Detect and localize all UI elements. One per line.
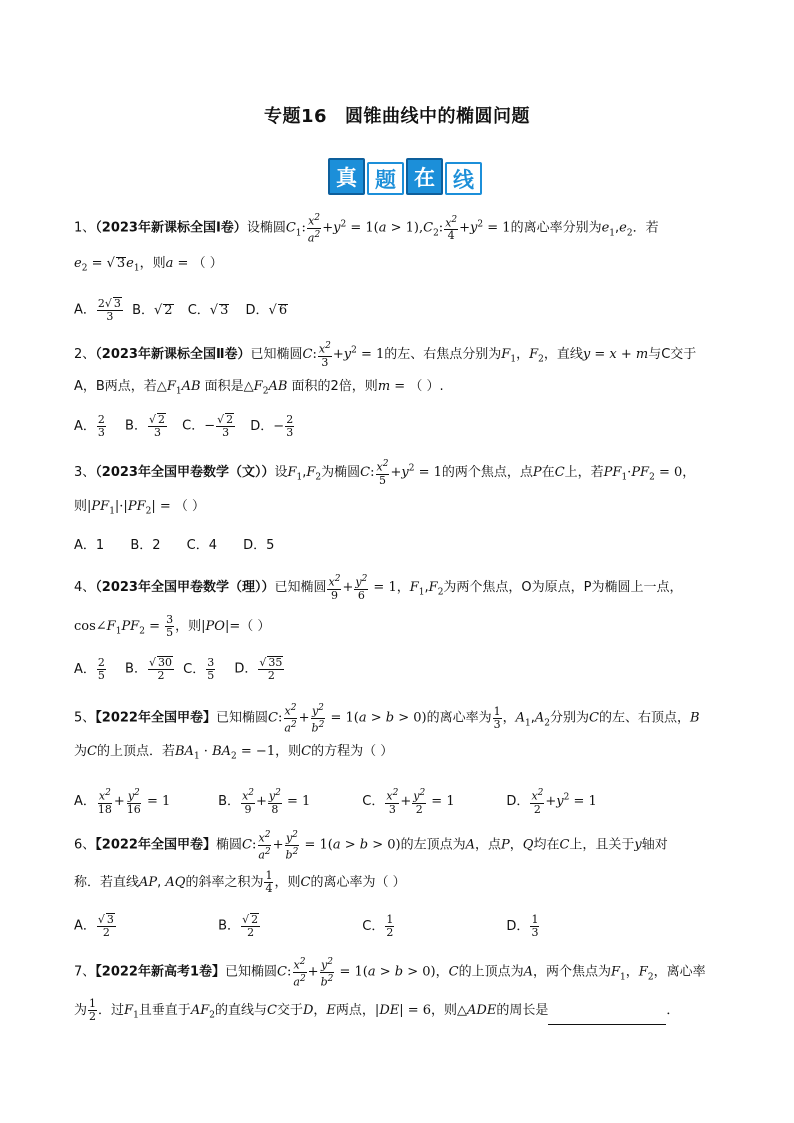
option-d[interactable]: D．5 [243, 538, 275, 553]
question-7-line-2: 为 $\frac{1}{2}$ ．过$F_1$且垂直于$AF_2$的直线与C交于D，E两点，|DE| = 6，则△ADE的周长是 ． [74, 997, 680, 1023]
question-6-line-1: 6、【2022年全国甲卷】椭圆C: $\frac{x^2}{a^2}$ + $\frac{y^2}{b^2}$ = 1(a > b > 0)的左顶点为A，点P，Q均在C上，且关于y轴对 [74, 830, 668, 862]
option-a[interactable]: A． $\frac{x^2}{18}$ + $\frac{y^2}{16}$ = 1 [74, 788, 171, 816]
question-3-line-2: 则$|PF_1|\cdot|PF_2|$ = （ ） [74, 499, 206, 517]
option-d[interactable]: D． $\frac{√ 35}{2}$ [234, 656, 283, 682]
option-b[interactable]: B． $\frac{√ 2}{2}$ [218, 913, 259, 939]
question-6-options [74, 913, 734, 939]
question-3-options [74, 537, 734, 555]
badge-char-1: 真 [328, 158, 365, 195]
option-a[interactable]: A． $\frac{2√ 3}{3}$ [74, 297, 121, 323]
page-title [0, 102, 794, 128]
section-badge [328, 158, 484, 194]
option-a[interactable]: A．1 [74, 538, 105, 553]
option-a[interactable]: A． $\frac{2}{3}$ [74, 412, 105, 439]
option-a[interactable]: A． $\frac{2}{5}$ [74, 655, 105, 682]
option-b[interactable]: B． $\frac{x^2}{9}$ + $\frac{y^2}{8}$ = 1 [218, 788, 311, 816]
question-7-line-1: 7、【2022年新高考1卷】已知椭圆C: $\frac{x^2}{a^2}$ + $\frac{y^2}{b^2}$ = 1(a > b > 0)，C的上顶点为A，两个焦点为$F_1$，$F_2$，离心率 [74, 957, 706, 989]
badge-char-3: 在 [406, 158, 443, 195]
option-c[interactable]: C．4 [186, 538, 218, 553]
option-d[interactable]: D．− $\frac{2}{3}$ [250, 412, 294, 439]
title-topic-name: 圆锥曲线中的椭圆问题 [345, 106, 531, 127]
option-a[interactable]: A． $\frac{√ 3}{2}$ [74, 913, 114, 939]
badge-char-2: 题 [367, 162, 404, 195]
question-2-options [74, 413, 734, 439]
option-d[interactable]: D．√ 6 [245, 302, 288, 318]
option-c[interactable]: C． $\frac{x^2}{3}$ + $\frac{y^2}{2}$ = 1 [362, 788, 455, 816]
option-b[interactable]: B． $\frac{√ 2}{3}$ [125, 413, 165, 439]
question-1-line-2: $e_2$ = √ $3e_1$，则a = （ ） [74, 256, 223, 274]
option-c[interactable]: C． $\frac{3}{5}$ [183, 655, 215, 682]
question-3-line-1: 3、（2023年全国甲卷数学（文））设$F_1,F_2$为椭圆C: $\frac{x^2}{5}$ $+y^2 = 1$的两个焦点，点P在C上，若$PF_1\cdot PF_2 = 0$， [74, 459, 696, 487]
question-1-options [74, 297, 734, 323]
question-2-line-2: A，B两点，若$\triangle F_1AB$ 面积是$\triangle F_2AB$ 面积的2倍，则m = （ ）. [74, 379, 444, 397]
question-2-line-1: 2、（2023年新课标全国Ⅱ卷）已知椭圆C: $\frac{x^2}{3}$ $+y^2 = 1$的左、右焦点分别为$F_1$，$F_2$，直线y = x + m与C交于 [74, 341, 697, 369]
option-b[interactable]: B．2 [130, 538, 161, 553]
question-4-line-2: $\cos\angle F_1PF_2$ = $\frac{3}{5}$ ，则|PO|=（ ） [74, 613, 271, 639]
question-4-line-1: 4、（2023年全国甲卷数学（理））已知椭圆 $\frac{x^2}{9}$ + $\frac{y^2}{6}$ = 1，$F_1,F_2$为两个焦点，O为原点，P为椭圆上一点， [74, 574, 683, 602]
answer-blank[interactable] [548, 1010, 666, 1025]
badge-char-4: 线 [445, 162, 482, 195]
option-c[interactable]: C．− $\frac{√ 2}{3}$ [182, 413, 234, 439]
question-5-line-1: 5、【2022年全国甲卷】已知椭圆C: $\frac{x^2}{a^2}$ + $\frac{y^2}{b^2}$ = 1(a > b > 0)的离心率为 $\frac{1}{3}$ ，$A_1,A_2$分别为C的左、右顶点，B [74, 703, 700, 735]
question-1-line-1: 1、（2023年新课标全国Ⅰ卷）设椭圆$C_1$: $\frac{x^2}{a^2}$ $+y^2 = 1(a > 1),C_2$: $\frac{x^2}{4}$ $+y^2 = 1$的离心率分别为$e_1,e_2$．若 [74, 213, 659, 245]
question-5-options [74, 787, 734, 816]
title-topic-number: 专题16 [263, 106, 328, 127]
option-d[interactable]: D． $\frac{x^2}{2}$ $+y^2 = 1$ [506, 788, 597, 816]
question-5-line-2: 为C的上顶点．若$BA_1 \cdot BA_2 = -1$，则C的方程为（ ） [74, 744, 394, 762]
option-b[interactable]: B． $\frac{√ 30}{2}$ [125, 656, 172, 682]
option-b[interactable]: B．√ 2 [132, 302, 173, 318]
option-d[interactable]: D． $\frac{1}{3}$ [506, 912, 539, 939]
question-6-line-2: 称．若直线AP, AQ的斜率之积为 $\frac{1}{4}$ ，则C的离心率为（ ） [74, 869, 406, 895]
option-c[interactable]: C．√ 3 [187, 302, 229, 318]
option-c[interactable]: C． $\frac{1}{2}$ [362, 912, 394, 939]
question-4-options [74, 656, 734, 682]
